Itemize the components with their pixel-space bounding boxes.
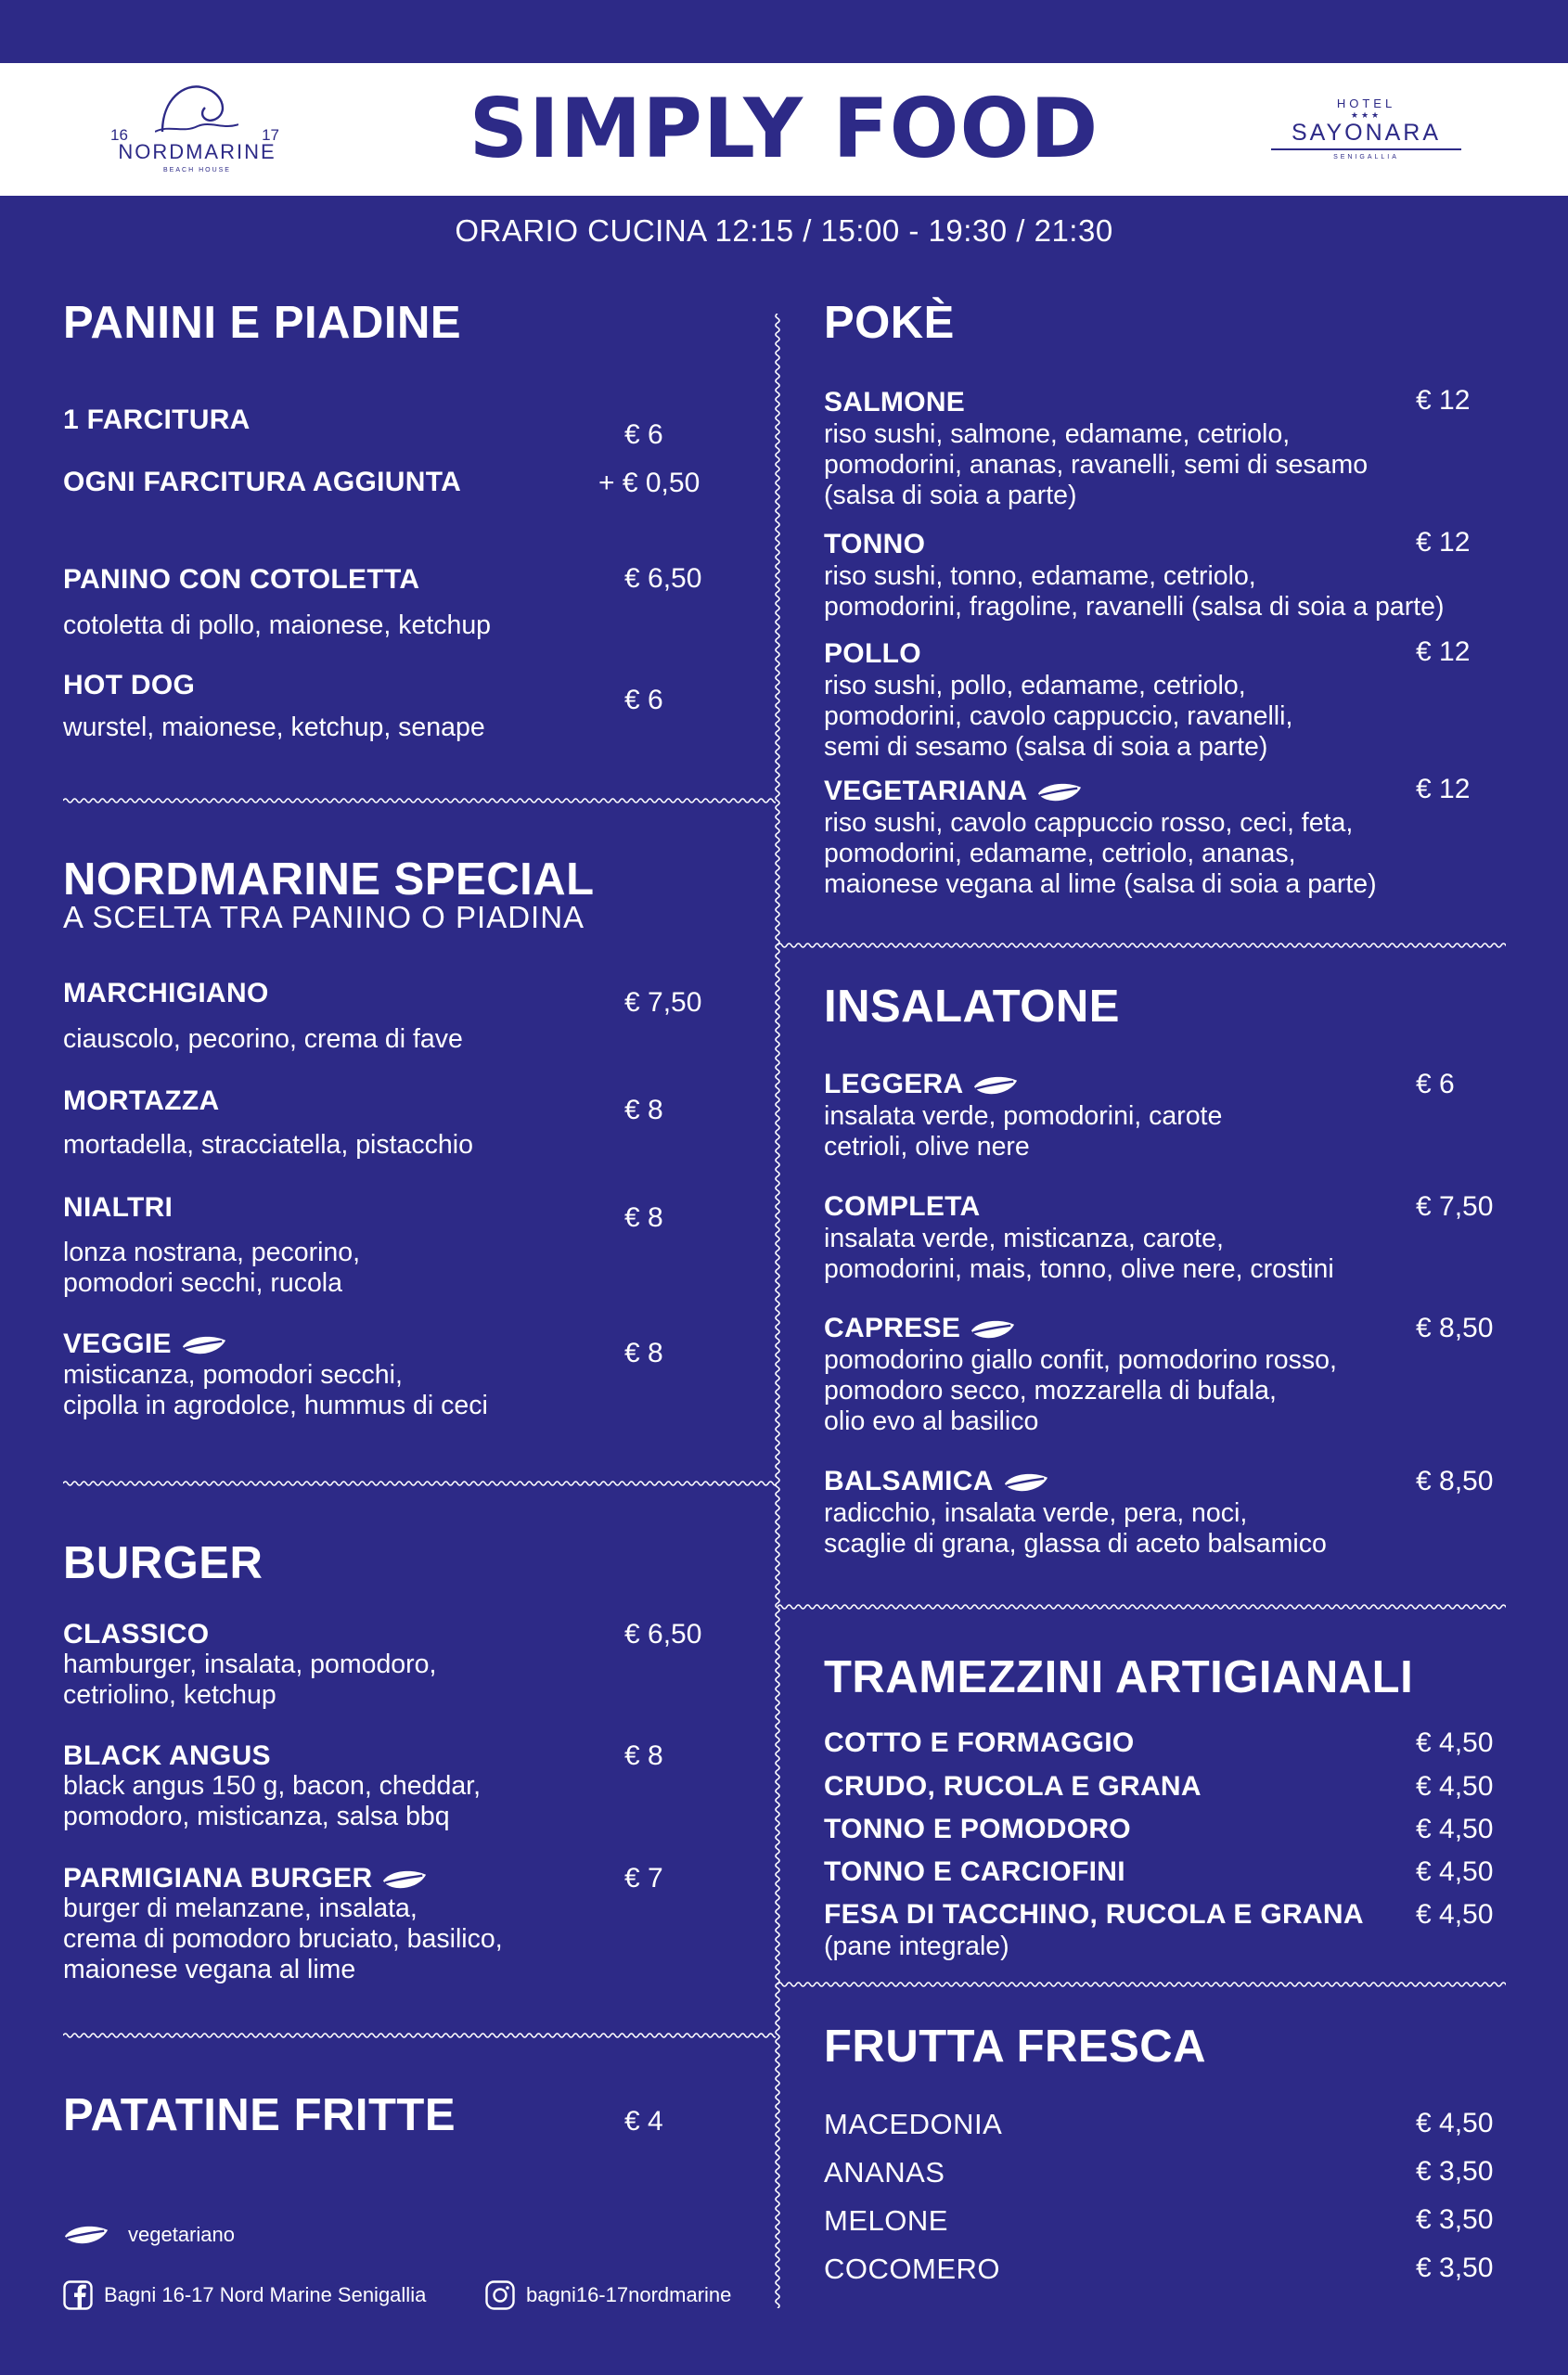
item-price: € 7 bbox=[624, 1863, 663, 1894]
logo-sub: BEACH HOUSE bbox=[163, 167, 231, 173]
item-price: € 6 bbox=[624, 685, 663, 715]
kitchen-hours: ORARIO CUCINA 12:15 / 15:00 - 19:30 / 21:30 bbox=[455, 213, 1113, 248]
item-name bbox=[63, 1085, 219, 1117]
section-subtitle-special: A SCELTA TRA PANINO O PIADINA bbox=[63, 900, 585, 934]
facebook-label: Bagni 16-17 Nord Marine Senigallia bbox=[104, 2283, 427, 2306]
item-desc: mortadella, stracciatella, pistacchio bbox=[63, 1130, 473, 1160]
wavy-divider bbox=[778, 1980, 1506, 1989]
wavy-divider bbox=[778, 1602, 1506, 1611]
section-title-panini: PANINI E PIADINE bbox=[63, 298, 462, 348]
item-desc: pomodorini, mais, tonno, olive nere, crostini bbox=[824, 1254, 1334, 1284]
item-price: € 6 bbox=[624, 419, 663, 450]
row-price: € 4,50 bbox=[1416, 1814, 1494, 1844]
item-price: € 8,50 bbox=[1416, 1466, 1494, 1496]
item-desc: semi di sesamo (salsa di soia a parte) bbox=[824, 732, 1268, 762]
logo-hotel-sub: SENIGALLIA bbox=[1333, 154, 1399, 160]
leaf-icon bbox=[1036, 781, 1083, 804]
row-price: € 3,50 bbox=[1416, 2253, 1494, 2283]
instagram-link[interactable] bbox=[485, 2280, 731, 2310]
row-price: € 4,50 bbox=[1416, 2108, 1494, 2138]
legend-label: vegetariano bbox=[128, 2223, 235, 2246]
item-desc: scaglie di grana, glassa di aceto balsamico bbox=[824, 1529, 1327, 1559]
item-desc: riso sushi, cavolo cappuccio rosso, ceci, feta, bbox=[824, 808, 1354, 838]
item-desc: cipolla in agrodolce, hummus di ceci bbox=[63, 1391, 488, 1420]
item-price: € 12 bbox=[1416, 774, 1471, 804]
item-desc: pomodorini, ananas, ravanelli, semi di sesamo bbox=[824, 450, 1369, 480]
header-band bbox=[0, 63, 1568, 196]
leaf-icon bbox=[381, 1868, 428, 1892]
item-name bbox=[824, 1313, 1016, 1344]
section-title-patatine: PATATINE FRITTE bbox=[63, 2090, 456, 2140]
facebook-icon bbox=[63, 2280, 93, 2310]
item-name-text: MORTAZZA bbox=[63, 1085, 220, 1116]
tramezzini-note: (pane integrale) bbox=[824, 1932, 1009, 1961]
row-price: € 4,50 bbox=[1416, 1727, 1494, 1758]
item-name bbox=[63, 978, 269, 1009]
item-price: € 7,50 bbox=[1416, 1191, 1494, 1222]
item-name bbox=[63, 1329, 227, 1360]
item-desc: cotoletta di pollo, maionese, ketchup bbox=[63, 610, 492, 640]
item-desc: pomodorini, fragoline, ravanelli (salsa di soia a parte) bbox=[824, 592, 1445, 622]
item-name bbox=[824, 387, 965, 418]
item-price: € 6,50 bbox=[624, 563, 702, 594]
item-name-text: SALMONE bbox=[824, 387, 966, 417]
item-name-text: PARMIGIANA BURGER bbox=[63, 1863, 373, 1894]
item-name-text: TONNO bbox=[824, 529, 926, 559]
item-name-text: VEGGIE bbox=[63, 1329, 172, 1359]
facebook-link[interactable] bbox=[63, 2280, 426, 2310]
item-desc: pomodorini, edamame, cetriolo, ananas, bbox=[824, 839, 1296, 868]
item-name bbox=[824, 1191, 981, 1223]
item-name bbox=[824, 1069, 1019, 1100]
item-desc: cetriolino, ketchup bbox=[63, 1680, 276, 1710]
item-price: € 12 bbox=[1416, 527, 1471, 558]
item-price: € 7,50 bbox=[624, 987, 702, 1018]
item-price: + € 0,50 bbox=[598, 468, 700, 498]
item-price: € 12 bbox=[1416, 385, 1471, 416]
item-desc: pomodoro, misticanza, salsa bbq bbox=[63, 1802, 450, 1831]
item-name-text: VEGETARIANA bbox=[824, 776, 1028, 806]
logo-stars: ★★★ bbox=[1350, 110, 1382, 120]
row-name: MACEDONIA bbox=[824, 2108, 1003, 2140]
row-name: COCOMERO bbox=[824, 2253, 1000, 2285]
item-name bbox=[824, 638, 921, 670]
item-desc: pomodorini, cavolo cappuccio, ravanelli, bbox=[824, 701, 1293, 731]
instagram-label: bagni16-17nordmarine bbox=[526, 2283, 732, 2306]
item-desc: (salsa di soia a parte) bbox=[824, 481, 1077, 510]
item-desc: pomodori secchi, rucola bbox=[63, 1268, 342, 1298]
item-desc: hamburger, insalata, pomodoro, bbox=[63, 1650, 437, 1679]
section-title-burger: BURGER bbox=[63, 1538, 263, 1588]
item-desc: maionese vegana al lime bbox=[63, 1955, 356, 1984]
item-name: OGNI FARCITURA AGGIUNTA bbox=[63, 467, 462, 497]
item-price: € 8 bbox=[624, 1095, 663, 1125]
item-desc: riso sushi, pollo, edamame, cetriolo, bbox=[824, 671, 1246, 700]
item-desc: riso sushi, tonno, edamame, cetriolo, bbox=[824, 561, 1256, 591]
item-price: € 8 bbox=[624, 1740, 663, 1771]
item-desc: olio evo al basilico bbox=[824, 1406, 1039, 1436]
leaf-icon bbox=[1003, 1471, 1049, 1495]
item-desc: pomodoro secco, mozzarella di bufala, bbox=[824, 1376, 1277, 1406]
logo-hotel: HOTEL bbox=[1336, 96, 1396, 110]
item-desc: burger di melanzane, insalata, bbox=[63, 1894, 418, 1923]
item-name bbox=[63, 1192, 173, 1224]
page-title: SIMPLY FOOD bbox=[469, 81, 1099, 176]
item-desc: insalata verde, misticanza, carote, bbox=[824, 1224, 1224, 1253]
item-price: € 8 bbox=[624, 1338, 663, 1368]
item-name-text: NIALTRI bbox=[63, 1192, 174, 1223]
item-name: HOT DOG bbox=[63, 670, 196, 700]
row-name: ANANAS bbox=[824, 2156, 945, 2189]
item-desc: black angus 150 g, bacon, cheddar, bbox=[63, 1771, 482, 1801]
item-desc: pomodorino giallo confit, pomodorino rosso, bbox=[824, 1345, 1337, 1375]
item-desc: maionese vegana al lime (salsa di soia a parte) bbox=[824, 869, 1377, 899]
section-title-tramezzini: TRAMEZZINI ARTIGIANALI bbox=[824, 1652, 1414, 1702]
item-name-text: BALSAMICA bbox=[824, 1466, 994, 1496]
logo-name: NORDMARINE bbox=[118, 140, 276, 163]
item-name-text: CLASSICO bbox=[63, 1619, 210, 1650]
sayonara-logo bbox=[1271, 96, 1461, 160]
row-name: MELONE bbox=[824, 2204, 948, 2237]
item-name-text: POLLO bbox=[824, 638, 921, 669]
item-name bbox=[824, 1466, 1049, 1497]
leaf-icon bbox=[970, 1318, 1016, 1342]
item-desc: lonza nostrana, pecorino, bbox=[63, 1238, 361, 1267]
item-name bbox=[63, 1740, 271, 1772]
row-name: FESA DI TACCHINO, RUCOLA E GRANA bbox=[824, 1899, 1364, 1930]
item-name bbox=[63, 1863, 428, 1894]
item-desc: crema di pomodoro bruciato, basilico, bbox=[63, 1924, 503, 1954]
item-desc: riso sushi, salmone, edamame, cetriolo, bbox=[824, 419, 1291, 449]
row-price: € 4,50 bbox=[1416, 1899, 1494, 1930]
leaf-icon bbox=[972, 1074, 1019, 1098]
wavy-divider bbox=[778, 941, 1506, 950]
instagram-icon bbox=[485, 2280, 515, 2310]
item-name-text: MARCHIGIANO bbox=[63, 978, 269, 1008]
item-name bbox=[824, 529, 925, 560]
item-desc: insalata verde, pomodorini, carote bbox=[824, 1101, 1223, 1131]
wavy-divider bbox=[63, 1479, 776, 1488]
item-name-text: CAPRESE bbox=[824, 1313, 961, 1343]
item-name: 1 FARCITURA bbox=[63, 404, 251, 435]
row-name: TONNO E POMODORO bbox=[824, 1814, 1131, 1844]
row-price: € 3,50 bbox=[1416, 2156, 1494, 2187]
item-price: € 6,50 bbox=[624, 1619, 702, 1650]
logo-num-left: 16 bbox=[110, 126, 128, 144]
item-name-text: LEGGERA bbox=[824, 1069, 964, 1099]
row-name: COTTO E FORMAGGIO bbox=[824, 1727, 1135, 1758]
item-price: € 12 bbox=[1416, 636, 1471, 667]
item-price: € 8,50 bbox=[1416, 1313, 1494, 1343]
item-price: € 6 bbox=[1416, 1069, 1455, 1099]
row-price: € 4,50 bbox=[1416, 1771, 1494, 1802]
item-name bbox=[824, 776, 1083, 807]
item-desc: cetrioli, olive nere bbox=[824, 1132, 1030, 1162]
patatine-price: € 4 bbox=[624, 2106, 663, 2137]
wavy-divider bbox=[63, 2031, 776, 2040]
item-price: € 8 bbox=[624, 1202, 663, 1233]
item-desc: wurstel, maionese, ketchup, senape bbox=[63, 712, 485, 742]
legend bbox=[63, 2223, 235, 2247]
row-name: CRUDO, RUCOLA E GRANA bbox=[824, 1771, 1202, 1802]
leaf-icon bbox=[63, 2224, 109, 2247]
item-name-text: BLACK ANGUS bbox=[63, 1740, 271, 1771]
logo-num-right: 17 bbox=[262, 126, 279, 144]
leaf-icon bbox=[181, 1334, 227, 1357]
wavy-divider bbox=[63, 796, 776, 805]
item-name-text: COMPLETA bbox=[824, 1191, 981, 1222]
section-title-insalatone: INSALATONE bbox=[824, 982, 1120, 1032]
section-title-poke: POKÈ bbox=[824, 298, 955, 348]
section-title-special: NORDMARINE SPECIAL bbox=[63, 854, 595, 905]
section-title-frutta: FRUTTA FRESCA bbox=[824, 2022, 1207, 2072]
row-price: € 4,50 bbox=[1416, 1856, 1494, 1887]
logo-hotel-name: SAYONARA bbox=[1271, 120, 1461, 150]
item-desc: radicchio, insalata verde, pera, noci, bbox=[824, 1498, 1248, 1528]
item-desc: misticanza, pomodori secchi, bbox=[63, 1360, 403, 1390]
row-price: € 3,50 bbox=[1416, 2204, 1494, 2235]
vertical-divider bbox=[774, 314, 781, 2308]
item-name: PANINO CON COTOLETTA bbox=[63, 564, 420, 595]
item-name bbox=[63, 1619, 209, 1650]
row-name: TONNO E CARCIOFINI bbox=[824, 1856, 1125, 1887]
item-desc: ciauscolo, pecorino, crema di fave bbox=[63, 1024, 463, 1054]
